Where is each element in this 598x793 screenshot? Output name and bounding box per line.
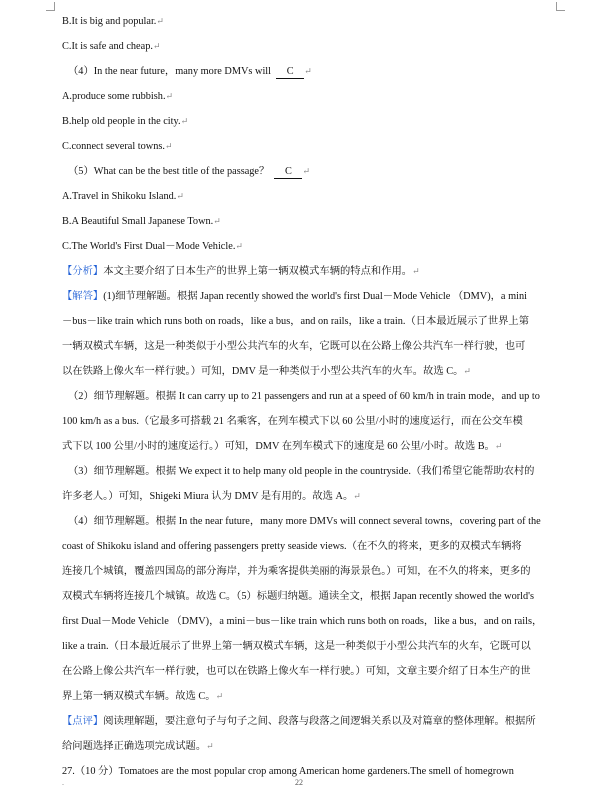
- solution-line-5: （2）细节理解题。根据 It can carry up to 21 passengers and run at a speed of 60 km/h in train mode，and up to: [68, 391, 540, 402]
- analysis-line: 【分析】本文主要介绍了日本生产的世界上第一辆双模式车辆的特点和作用。↵: [62, 266, 420, 277]
- crop-mark-top-left: [46, 2, 55, 11]
- solution-line-10: （4）细节理解题。根据 In the near future，many more DMVs will connect several towns，covering part of the: [68, 516, 541, 527]
- solution-line-1: 【解答】(1)细节理解题。根据 Japan recently showed the world's first Dual－Mode Vehicle （DMV)，a mini: [62, 291, 527, 302]
- footer-mark: .: [62, 778, 64, 787]
- comment-line-2: 给问题选择正确选项完成试题。↵: [62, 741, 214, 752]
- question-27-line: 27.（10 分）Tomatoes are the most popular crop among American home gardeners.The smell of homegrown: [62, 766, 514, 777]
- option-b-q4: B.help old people in the city.↵: [62, 116, 189, 127]
- solution-line-17: 界上第一辆双模式车辆。故选 C。↵: [62, 691, 224, 702]
- solution-line-6: 100 km/h as a bus.（它最多可搭载 21 名乘客，在列车模式下以 60 公里/小时的速度运行，而在公交车模: [62, 416, 523, 427]
- answer-blank-q4[interactable]: C: [276, 66, 304, 79]
- analysis-tag: 【分析】: [62, 266, 104, 277]
- option-a-q5: A.Travel in Shikoku Island.↵: [62, 191, 184, 202]
- solution-line-15: like a train.（日本最近展示了世界上第一辆双模式车辆，这是一种类似于小型公共汽车的火车，它既可以: [62, 641, 531, 652]
- question-5-stem: （5）What can be the best title of the passage？ C ↵: [68, 166, 311, 177]
- option-b-q5: B.A Beautiful Small Japanese Town.↵: [62, 216, 221, 227]
- comment-tag: 【点评】: [62, 716, 104, 727]
- solution-line-12: 连接几个城镇，覆盖四国岛的部分海岸，并为乘客提供美丽的海景景色。）可知，在不久的将来，更多的: [62, 566, 531, 577]
- solution-tag: 【解答】: [62, 291, 104, 302]
- solution-line-3: 一辆双模式车辆，这是一种类似于小型公共汽车的火车，它既可以在公路上像公共汽车一样行驶，也可: [62, 341, 526, 352]
- solution-line-7: 式下以 100 公里/小时的速度运行。）可知，DMV 在列车模式下的速度是 60 公里/小时。故选 B。↵: [62, 441, 503, 452]
- option-a-q4: A.produce some rubbish.↵: [62, 91, 174, 102]
- answer-blank-q5[interactable]: C: [274, 166, 302, 179]
- solution-line-8: （3）细节理解题。根据 We expect it to help many old people in the countryside.（我们希望它能帮助农村的: [68, 466, 535, 477]
- option-c-q4: C.connect several towns.↵: [62, 141, 173, 152]
- page-number: 22: [295, 778, 303, 787]
- option-c-q3: C.It is safe and cheap.↵: [62, 41, 161, 52]
- question-4-stem: （4）In the near future，many more DMVs will C ↵: [68, 66, 312, 77]
- solution-line-4: 以在铁路上像火车一样行驶。）可知，DMV 是一种类似于小型公共汽车的火车。故选 C。↵: [62, 366, 471, 377]
- solution-line-2: －bus－like train which runs both on roads，like a bus，and on rails，like a train.（日本最近展示了世界上第: [62, 316, 530, 327]
- option-c-q5: C.The World's First Dual－Mode Vehicle.↵: [62, 241, 243, 252]
- solution-line-14: first Dual－Mode Vehicle （DMV)，a mini－bus－like train which runs both on roads，like a bus，and on rails，: [62, 616, 543, 627]
- solution-line-11: coast of Shikoku island and offering passengers pretty seaside views.（在不久的将来，更多的双模式车辆将: [62, 541, 522, 552]
- solution-line-13: 双模式车辆将连接几个城镇。故选 C。（5）标题归纳题。通读全文，根据 Japan recently showed the world's: [62, 591, 535, 602]
- document-page: [62, 9, 572, 784]
- solution-line-16: 在公路上像公共汽车一样行驶，也可以在铁路上像火车一样行驶。）可知，文章主要介绍了日本生产的世: [62, 666, 531, 677]
- comment-line-1: 【点评】阅读理解题，要注意句子与句子之间、段落与段落之间逻辑关系以及对篇章的整体理解。根据所: [62, 716, 536, 727]
- option-b-q3: B.It is big and popular.↵: [62, 16, 164, 27]
- solution-line-9: 许多老人。）可知，Shigeki Miura 认为 DMV 是有用的。故选 A。↵: [62, 491, 361, 502]
